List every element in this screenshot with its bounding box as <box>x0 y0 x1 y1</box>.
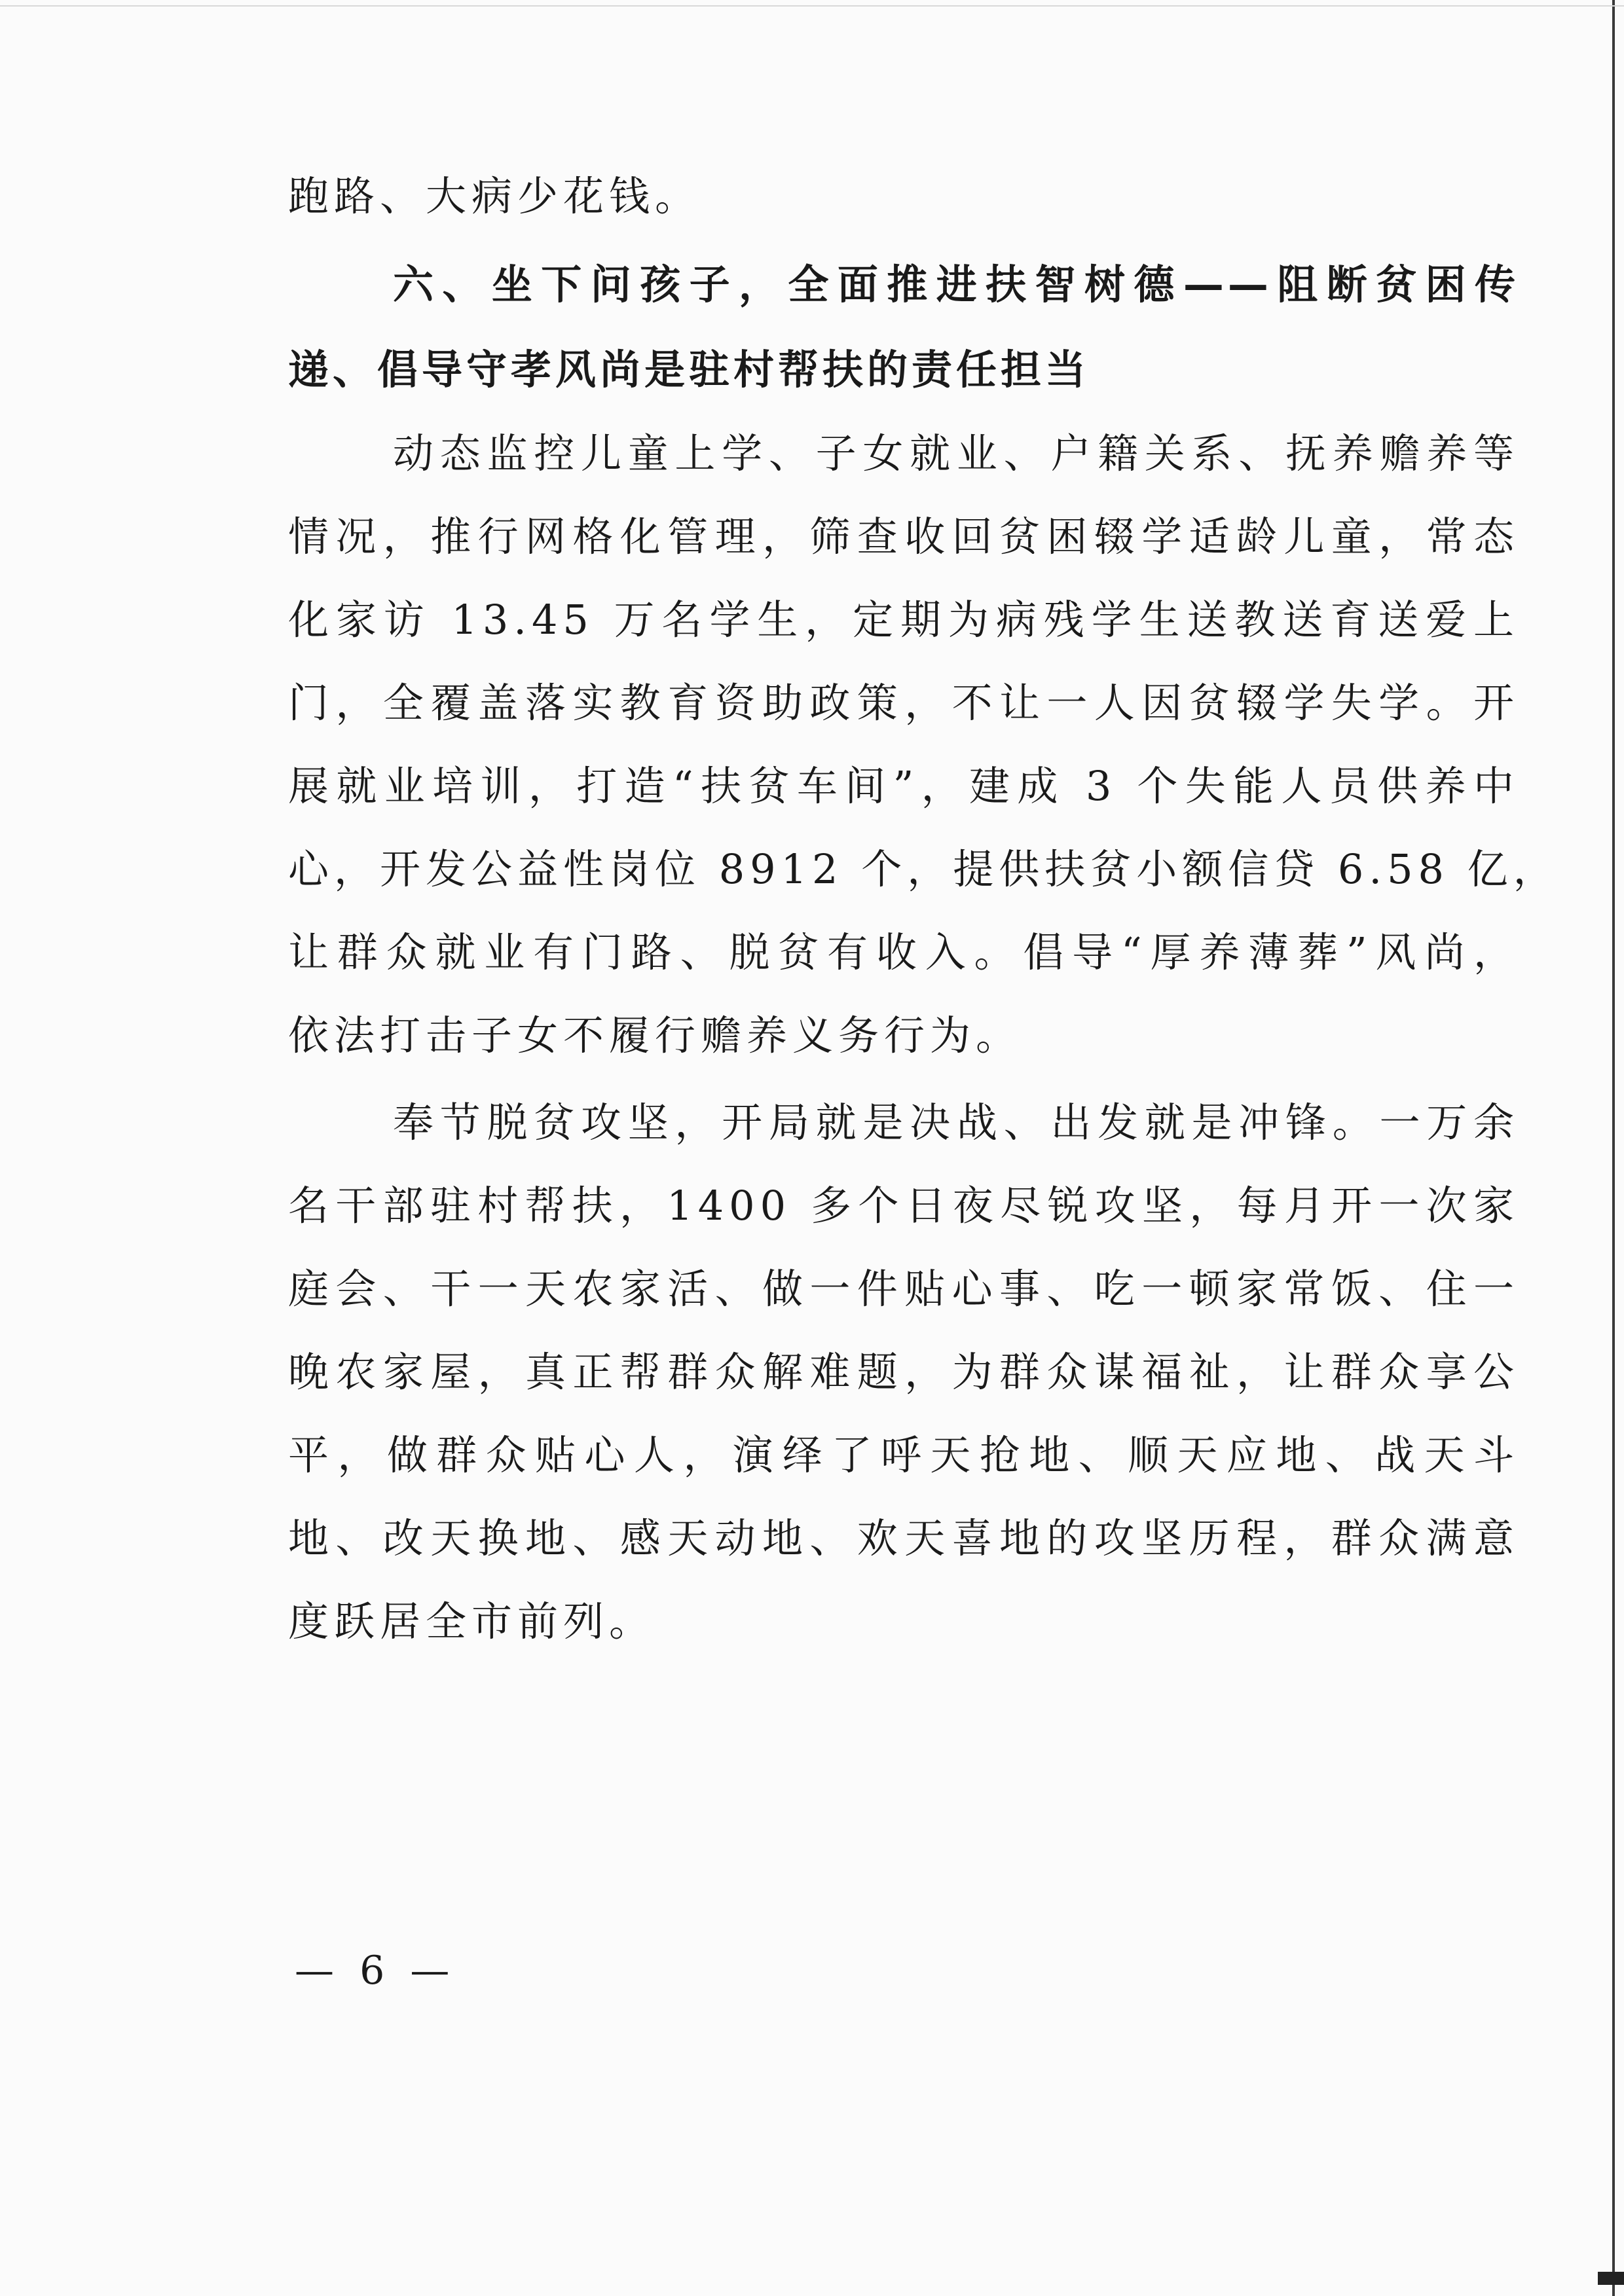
scan-edge-top <box>0 5 1624 7</box>
paragraph-line: 名干部驻村帮扶，1400 多个日夜尽锐攻坚，每月开一次家 <box>288 1182 1519 1230</box>
paragraph-line: 心，开发公益性岗位 8912 个，提供扶贫小额信贷 6.58 亿， <box>288 845 1559 893</box>
section-heading-line: 递、倡导守孝风尚是驻村帮扶的责任担当 <box>288 346 1090 393</box>
paragraph-line: 情况，推行网格化管理，筛查收回贫困辍学适龄儿童，常态 <box>288 513 1519 560</box>
scan-edge-right <box>1612 0 1615 2296</box>
section-heading-line: 六、坐下问孩子，全面推进扶智树德——阻断贫困传 <box>393 261 1519 308</box>
paragraph-line: 平，做群众贴心人，演绎了呼天抢地、顺天应地、战天斗 <box>288 1431 1519 1479</box>
scan-edge-bottom-mark <box>1598 2272 1624 2285</box>
paragraph-line: 让群众就业有门路、脱贫有收入。倡导“厚养薄葬”风尚， <box>288 928 1519 976</box>
paragraph-line: 展就业培训，打造“扶贫车间”，建成 3 个失能人员供养中 <box>288 762 1519 810</box>
paragraph-line: 跑路、大病少花钱。 <box>288 172 701 220</box>
paragraph-line: 晚农家屋，真正帮群众解难题，为群众谋福祉，让群众享公 <box>288 1348 1519 1396</box>
paragraph-line: 庭会、干一天农家活、做一件贴心事、吃一顿家常饭、住一 <box>288 1265 1519 1313</box>
paragraph-line: 度跃居全市前列。 <box>288 1597 655 1645</box>
paragraph-line: 化家访 13.45 万名学生，定期为病残学生送教送育送爱上 <box>288 596 1519 644</box>
page-number: — 6 — <box>295 1948 456 1994</box>
paragraph-line: 依法打击子女不履行赡养义务行为。 <box>288 1011 1022 1059</box>
paragraph-line: 门，全覆盖落实教育资助政策，不让一人因贫辍学失学。开 <box>288 679 1519 727</box>
paragraph-line: 地、改天换地、感天动地、欢天喜地的攻坚历程，群众满意 <box>288 1514 1519 1562</box>
paragraph-line: 奉节脱贫攻坚，开局就是决战、出发就是冲锋。一万余 <box>393 1099 1519 1146</box>
paragraph-line: 动态监控儿童上学、子女就业、户籍关系、抚养赡养等 <box>393 429 1519 477</box>
